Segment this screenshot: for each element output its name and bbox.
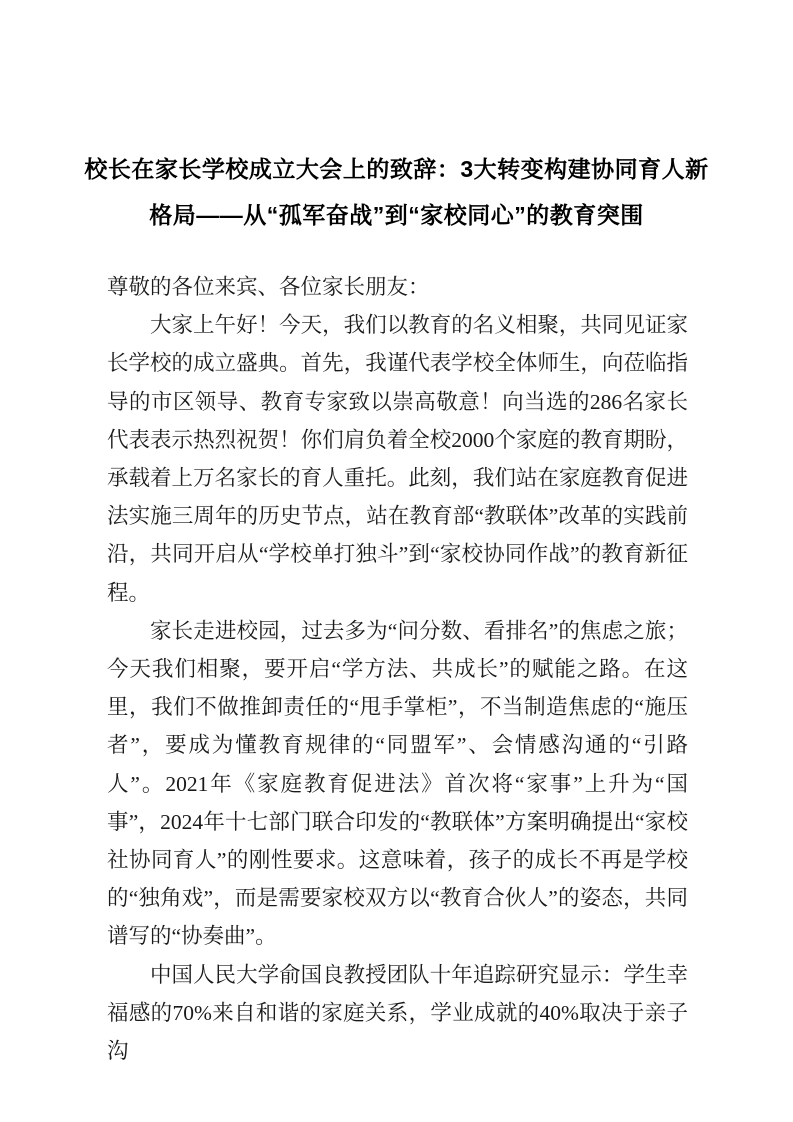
paragraph-salutation: 尊敬的各位来宾、各位家长朋友： (107, 275, 430, 299)
document-body (107, 268, 688, 1070)
title-line-2: 格局——从“孤军奋战”到“家校同心”的教育突围 (149, 202, 644, 228)
paragraph-transformation: 家长走进校园，过去多为“问分数、看排名”的焦虑之旅；今天我们相聚，要开启“学方法、共成长”的赋能之路。在这里，我们不做推卸责任的“甩手掌柜”，不当制造焦虑的“施压者”，要成为懂教育规律的“同盟军”、会情感沟通的“引路人”。2021年《家庭教育促进法》首次将“家事”上升为“国事”，2024年十七部门联合印发的“教联体”方案明确提出“家校社协同育人”的刚性要求。这意味着，孩子的成长不再是学校的“独角戏”，而是需要家校双方以“教育合伙人”的姿态，共同谱写的“协奏曲”。 (107, 618, 688, 949)
document-title (0, 146, 793, 238)
paragraph-research: 中国人民大学俞国良教授团队十年追踪研究显示：学生幸福感的70%来自和谐的家庭关系，学业成就的40%取决于亲子沟 (107, 962, 688, 1064)
paragraph-opening: 大家上午好！今天，我们以教育的名义相聚，共同见证家长学校的成立盛典。首先，我谨代表学校全体师生，向莅临指导的市区领导、教育专家致以崇高敬意！向当选的286名家长代表表示热烈祝贺！你们肩负着全校2000个家庭的教育期盼，承载着上万名家长的育人重托。此刻，我们站在家庭教育促进法实施三周年的历史节点，站在教育部“教联体”改革的实践前沿，共同开启从“学校单打独斗”到“家校协同作战”的教育新征程。 (107, 313, 688, 605)
title-line-1: 校长在家长学校成立大会上的致辞：3大转变构建协同育人新 (84, 156, 709, 182)
